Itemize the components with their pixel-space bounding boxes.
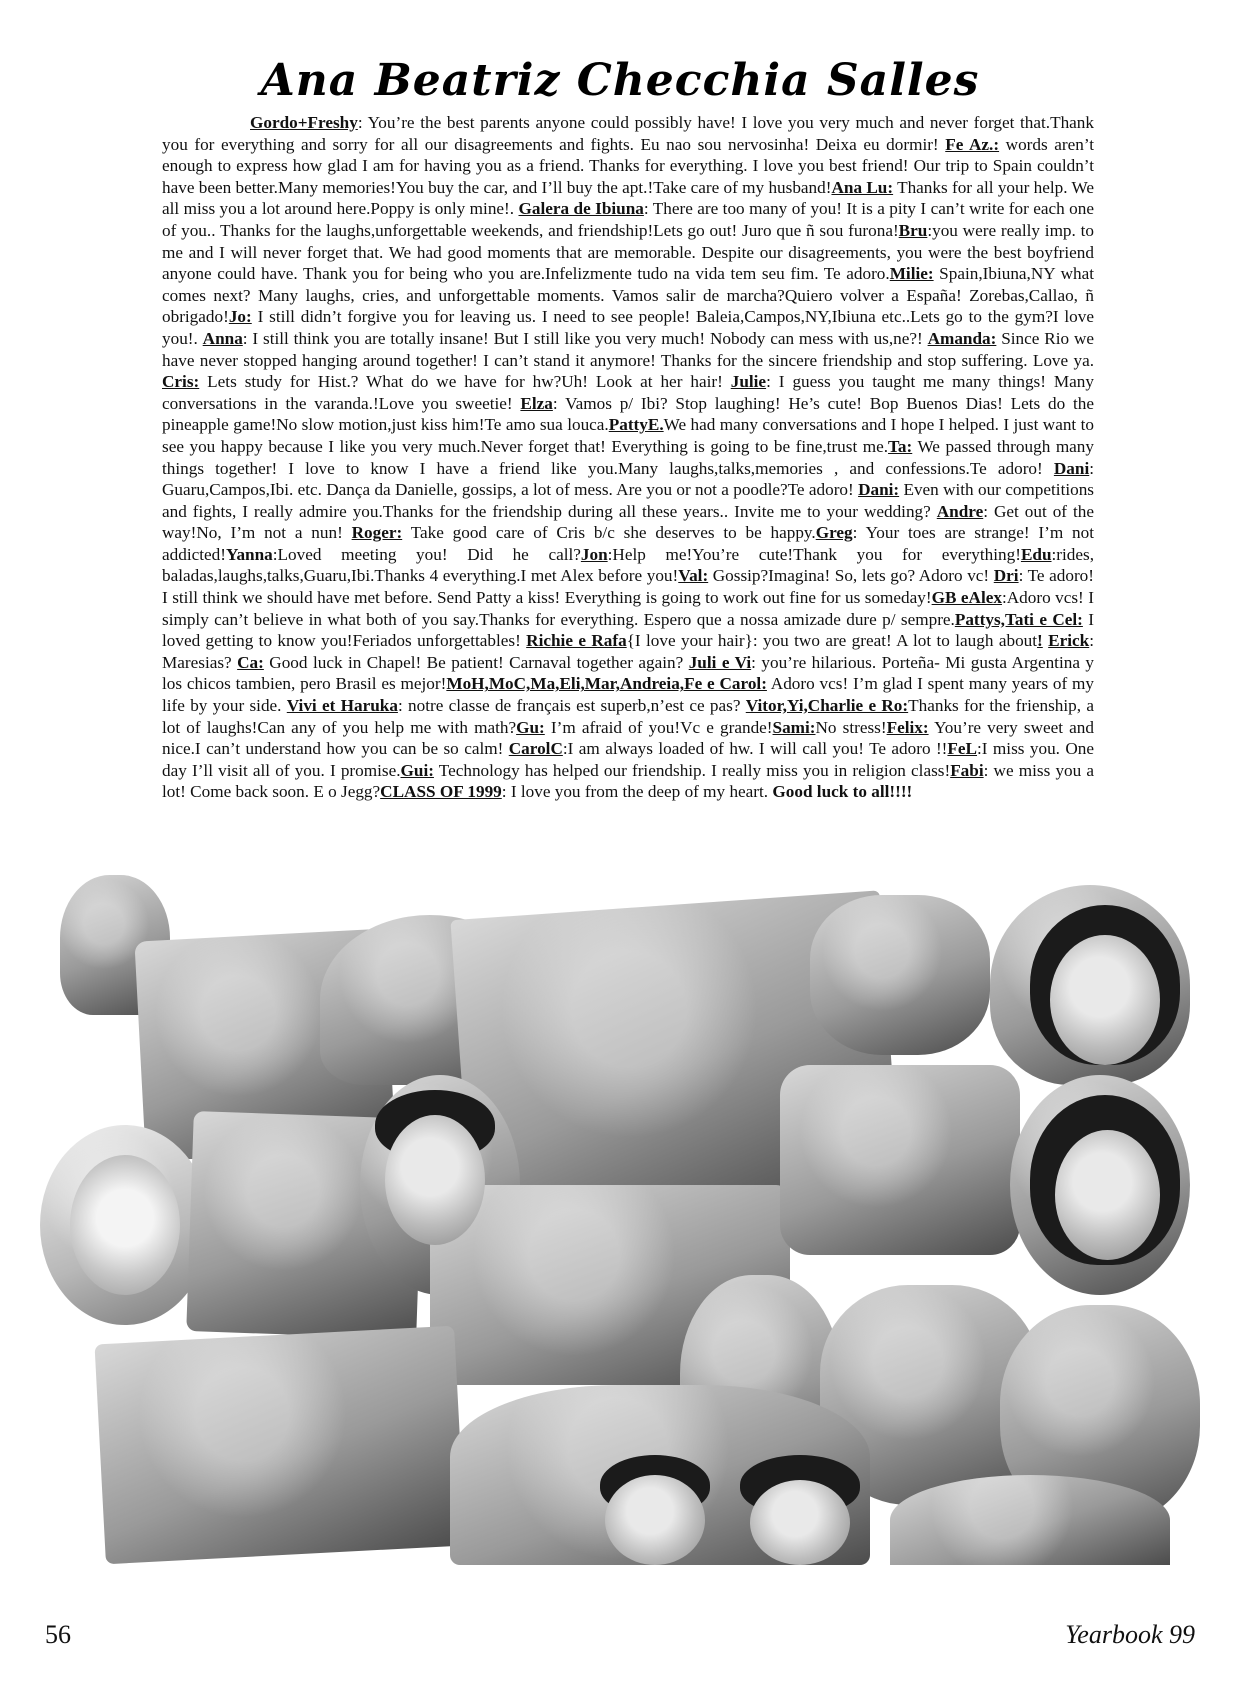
friend-name: PattyE.	[608, 415, 664, 435]
message-text: I’m afraid of you!Vc e grande!	[544, 717, 773, 737]
message-text: :Loved meeting you! Did he call?	[272, 544, 581, 564]
message-text: : Guaru,Campos,Ibi. etc. Dança da Danielle, gossips, a lot of mess. Are you or not a poodle?Te adoro!	[162, 458, 1094, 500]
message-text: Adoro vcs! I’m glad I spent many years of my life by your side.	[162, 674, 1094, 716]
message-text: Since Rio we have never stopped hanging around together! I can’t stand it anymore! Thanks for the sincere friendship and stop suffering. Love ya.	[162, 328, 1094, 370]
friend-name: Vivi et Haruka	[286, 696, 398, 716]
friend-name: Dri	[993, 566, 1019, 586]
message-text: You’re very sweet and nice.I can’t understand how you can be so calm!	[162, 717, 1094, 759]
message-text: We had many conversations and I hope I helped. I just want to see you happy because I like you very much.Never forget that! Everything is going to be fine,trust me.	[162, 415, 1095, 456]
message-text: No stress!	[815, 717, 887, 737]
collage-photo	[70, 1155, 180, 1295]
collage-photo	[810, 895, 990, 1055]
message-text: :Adoro vcs! I simply can’t believe in what both of you say.Thanks for everything. Espero que a nossa amizade dure p/ sempre.	[162, 588, 1094, 629]
friend-name: Jon	[580, 544, 608, 564]
message-text: : There are too many of you! It is a pity I can’t write for each one of you.. Thanks for the laughs,unforgettable weekends, and friendship!Lets go out! Juro que ñ sou furona!	[162, 199, 1094, 240]
collage-photo	[890, 1475, 1170, 1565]
friend-name: Gordo+Freshy	[250, 113, 358, 132]
message-text: Good luck in Chapel! Be patient! Carnaval together again?	[263, 652, 689, 672]
collage-photo	[605, 1475, 705, 1565]
friend-name: Gu:	[516, 717, 545, 737]
friend-name: Andre	[936, 501, 984, 521]
friend-name: Sami:	[772, 717, 816, 737]
friend-name: Roger:	[351, 523, 403, 543]
collage-photo	[94, 1326, 465, 1565]
message-text: Technology has helped our friendship. I really miss you in religion class!	[433, 760, 951, 780]
friend-name: Richie e Rafa	[526, 631, 627, 651]
collage-photo	[750, 1480, 850, 1565]
message-text: : Your toes are strange! I’m not addicted!	[162, 523, 1095, 564]
friend-name: Julie	[730, 372, 767, 392]
footer-yearbook: Yearbook 99	[1065, 1620, 1195, 1649]
friend-name: FeL	[947, 739, 978, 759]
friend-name: CarolC	[508, 739, 563, 759]
message-text: Thanks for all your help. We all miss you a lot around here.Poppy is only mine!.	[162, 177, 1094, 219]
friend-name: Fe Az.:	[945, 134, 1000, 154]
message-text: : Get out of the way!No, I’m not a nun!	[162, 501, 1094, 543]
page-number: 56	[45, 1620, 71, 1649]
friend-name: Ca:	[237, 652, 264, 672]
friend-name: Felix:	[886, 717, 929, 737]
message-text: : you’re hilarious. Porteña- Mi gusta Argentina y los chicos tambien, pero Brasil es mejor!	[162, 652, 1094, 694]
friend-name: Galera de Ibiuna	[518, 199, 644, 219]
friend-name: Dani:	[858, 480, 900, 500]
message-text: : I love you from the deep of my heart.	[501, 782, 773, 802]
message-text: :you were really imp. to me and I will never forget that. We had good moments that are memorable. Despite our disagreements, you were the best boyfriend anyone could have. Thank you for being who you are.Infelizmente tudo na vida tem seu fim. Te adoro.	[162, 220, 1094, 284]
message-text: : You’re the best parents anyone could possibly have! I love you very much and never forget that.Thank you for everything and sorry for all our disagreements and fights. Eu nao sou nervosinha! Deixa eu dormir!	[162, 113, 1094, 154]
friend-name: CLASS OF 1999	[380, 782, 502, 802]
friend-name: Dani	[1053, 458, 1090, 478]
friend-name: Cris:	[162, 372, 200, 392]
friend-name: Ana Lu:	[831, 177, 894, 197]
message-text: : Maresias?	[162, 631, 1094, 672]
message-text: Even with our competitions and fights, I really admire you.Thanks for the friendship during all these years.. Invite me to your wedding?	[162, 480, 1094, 521]
bold-text: Good luck to all!!!!	[772, 782, 913, 802]
friend-name: Fabi	[950, 760, 984, 780]
friend-name: Vitor,Yi,Charlie e Ro:	[745, 696, 909, 716]
message-text: :I am always loaded of hw. I will call you! Te adoro !!	[562, 739, 948, 759]
message-text: Gossip?Imagina! So, lets go? Adoro vc!	[708, 566, 994, 586]
collage-photo	[780, 1065, 1020, 1255]
message-text: Spain,Ibiuna,NY what comes next? Many laughs, cries, and unforgettable moments. Vamos salir de marcha?Quiero volver a España! Zorebas,Callao, ñ obrigado!	[162, 264, 1095, 327]
friend-name: Val:	[678, 566, 709, 586]
page-title: Ana Beatriz Checchia Salles	[260, 55, 980, 106]
friend-name: !	[1037, 631, 1043, 651]
message-text: : notre classe de français est superb,n’est ce pas?	[397, 696, 746, 716]
message-text: :I miss you. One day I’ll visit all of you. I promise.	[162, 739, 1095, 780]
photo-collage	[40, 915, 1200, 1565]
message-text: : Vamos p/ Ibi? Stop laughing! He’s cute! Bop Buenos Dias! Lets do the pineapple game!No slow motion,just kiss him!Te amo sua louca.	[162, 393, 1094, 435]
message-text: : I guess you taught me many things! Many conversations in the varanda.!Love you sweetie!	[162, 372, 1094, 413]
message-text: I still didn’t forgive you for leaving us. I need to see people! Baleia,Campos,NY,Ibiuna etc..Lets go to the gym?I love you!.	[162, 307, 1094, 348]
friend-name: Jo:	[228, 307, 252, 327]
collage-photo	[1050, 935, 1160, 1065]
friend-name: Amanda:	[927, 328, 997, 348]
message-text: : we miss you a lot! Come back soon. E o Jegg?	[162, 760, 1095, 802]
friend-name: Edu	[1020, 544, 1052, 564]
friend-name: Erick	[1048, 631, 1090, 651]
collage-photo	[385, 1115, 485, 1245]
message-text: Take good care of Cris b/c she deserves to be happy.	[402, 523, 816, 543]
message-text: Lets study for Hist.? What do we have for hw?Uh! Look at her hair!	[199, 372, 731, 392]
message-text: {I love your hair}: you two are great! A lot to laugh about	[626, 631, 1038, 651]
friend-name: Greg	[815, 523, 853, 543]
message-text: words aren’t enough to express how glad I am for having you as a friend. Thanks for everything. I love you best friend! Our trip to Spain couldn’t have been better.Many memories!You buy the car, and I’ll buy the apt.!Take care of my husband!	[162, 134, 1095, 197]
dedication-text	[162, 112, 1094, 803]
friend-name: Bru	[898, 220, 928, 240]
message-text: :rides, baladas,laughs,talks,Guaru,Ibi.Thanks 4 everything.I met Alex before you!	[162, 544, 1095, 586]
friend-name: Juli e Vi	[688, 652, 752, 672]
message-text: : Te adoro! I still think we should have met before. Send Patty a kiss! Everything is going to work out fine for us someday!	[162, 566, 1094, 608]
friend-name: Anna	[202, 328, 243, 348]
message-text: : I still think you are totally insane! But I still like you very much! Nobody can mess with us,ne?!	[242, 328, 928, 348]
friend-name: Elza	[520, 393, 553, 413]
friend-name: Pattys,Tati e Cel:	[954, 609, 1083, 629]
message-text: Thanks for the frienship, a lot of laughs!Can any of you help me with math?	[162, 696, 1094, 737]
message-text: We passed through many things together! I love to know I have a friend like you.Many laughs,talks,memories , and confessions.Te adoro!	[162, 436, 1094, 478]
friend-name: Milie:	[889, 264, 934, 284]
friend-name: Gui:	[400, 760, 434, 780]
friend-name: GB eAlex	[931, 588, 1002, 608]
friend-name: MoH,MoC,Ma,Eli,Mar,Andreia,Fe e Carol:	[446, 674, 767, 694]
friend-name: Ta:	[888, 436, 913, 456]
bold-text: Yanna	[225, 544, 273, 564]
collage-photo	[1055, 1130, 1160, 1260]
message-text: :Help me!You’re cute!Thank you for everything!	[607, 544, 1021, 564]
message-text: I loved getting to know you!Feriados unforgettables!	[162, 609, 1095, 651]
